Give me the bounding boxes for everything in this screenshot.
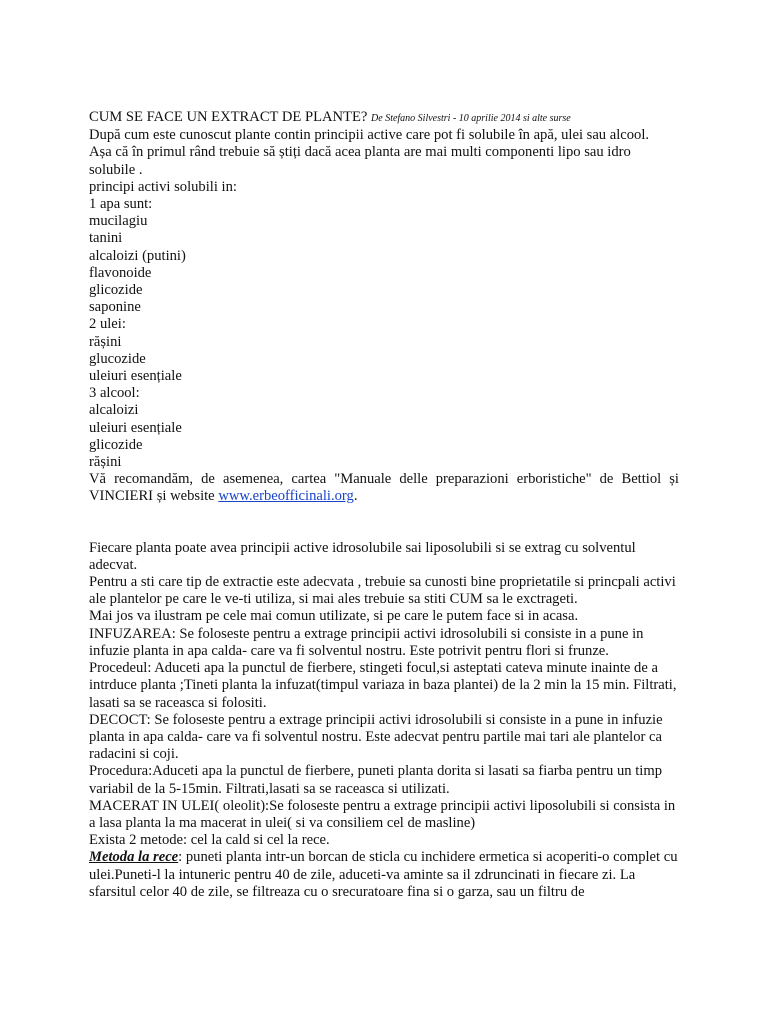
paragraph-infuzarea: INFUZAREA: Se foloseste pentru a extrage principii activi idrosolubili si consiste in a pune in infuzie planta in apa calda- care va fi solventul nostru. Este potrivit pentru flori si frunze.	[89, 625, 644, 659]
list-item: alcaloizi (putini)	[89, 247, 186, 264]
recommendation	[89, 471, 679, 505]
list-item: uleiuri esențiale	[89, 419, 182, 436]
recommendation-text: Vă recomandăm, de asemenea, cartea "Manuale delle preparazioni erboristiche" de Bettiol și VINCIERI și website	[89, 471, 679, 505]
list-item: glicozide	[89, 282, 143, 299]
method-label: Metoda la rece	[89, 849, 179, 866]
list-item: uleiuri esențiale	[89, 368, 182, 385]
oil-heading: 2 ulei:	[89, 316, 126, 333]
recommendation-end: .	[353, 488, 358, 505]
paragraph: Pentru a sti care tip de extractie este adecvata , trebuie sa cunosti bine proprietatile si princpali activi ale plantelor pe care le ve-ti utiliza, si mai ales trebuie sa stiti CUM sa le exctrageti.	[89, 574, 676, 608]
intro-line-2: Așa că în primul rând trebuie să știți dacă acea planta are mai multi componenti lipo sau idro solubile .	[89, 144, 631, 178]
list-item: alcaloizi	[89, 402, 139, 419]
list-heading: principi activi solubili in:	[89, 178, 237, 195]
list-item: saponine	[89, 299, 141, 316]
byline: De Stefano Silvestri - 10 aprilie 2014 si alte surse	[371, 113, 571, 124]
list-item: rășini	[89, 454, 122, 471]
paragraph: Procedeul: Aduceti apa la punctul de fierbere, stingeti focul,si asteptati cateva minute inainte de a intrduce planta ;Tineti planta la infuzat(timpul variaza in baza plantei) de la 2 min la 15 min. Filtrati, lasati sa se raceasca si folositi.	[89, 660, 677, 711]
alcohol-heading: 3 alcool:	[89, 385, 140, 402]
list-item: flavonoide	[89, 264, 152, 281]
paragraph: Fiecare planta poate avea principii active idrosolubile sai liposolubili si se extrag cu solventul adecvat.	[89, 539, 636, 573]
intro-line-1: După cum este cunoscut plante contin principii active care pot fi solubile în apă, ulei sau alcool.	[89, 127, 650, 144]
list-item: mucilagiu	[89, 213, 148, 230]
list-item: rășini	[89, 333, 122, 350]
paragraph-metoda-rece	[89, 849, 679, 901]
paragraph: Procedura:Aduceti apa la punctul de fierbere, puneti planta dorita si lasati sa fiarba pentru un timp variabil de la 5-15min. Filtrati,lasati sa se raceasca si utilizati.	[89, 763, 663, 797]
water-heading: 1 apa sunt:	[89, 196, 153, 213]
list-item: glucozide	[89, 350, 146, 367]
paragraph-macerat: MACERAT IN ULEI( oleolit):Se foloseste pentru a extrage principii activi liposolubili si consista in a lasa planta la ma macerat in ulei( si va consiliem cel de masline)	[89, 797, 676, 831]
paragraph-gap	[89, 506, 679, 540]
paragraph: Exista 2 metode: cel la cald si cel la rece.	[89, 832, 330, 849]
method-text: : puneti planta intr-un borcan de sticla cu inchidere ermetica si acoperiti-o complet cu ulei.Puneti-l la intuneric pentru 40 de zile, aduceti-va aminte sa il zdruncinati in fiecare zi. La sfarsitul celor 40 de zile, se filtreaza cu o srecuratoare fina si o garza, sau un filtru de	[89, 849, 678, 900]
paragraph-decoct: DECOCT: Se foloseste pentru a extrage principii activi idrosolubili si consiste in a pune in infuzie planta in apa calda- care va fi solventul nostru. Este adecvat pentru partile mai tari ale plantelor ca radacini si coji.	[89, 711, 663, 763]
list-item: tanini	[89, 230, 123, 247]
list-item: glicozide	[89, 436, 143, 453]
website-link[interactable]: www.erbeofficinali.org	[218, 488, 354, 505]
title-line	[89, 109, 679, 127]
document-body	[89, 109, 679, 901]
page-title: CUM SE FACE UN EXTRACT DE PLANTE?	[89, 109, 368, 125]
paragraph: Mai jos va ilustram pe cele mai comun utilizate, si pe care le putem face si in acasa.	[89, 608, 579, 625]
